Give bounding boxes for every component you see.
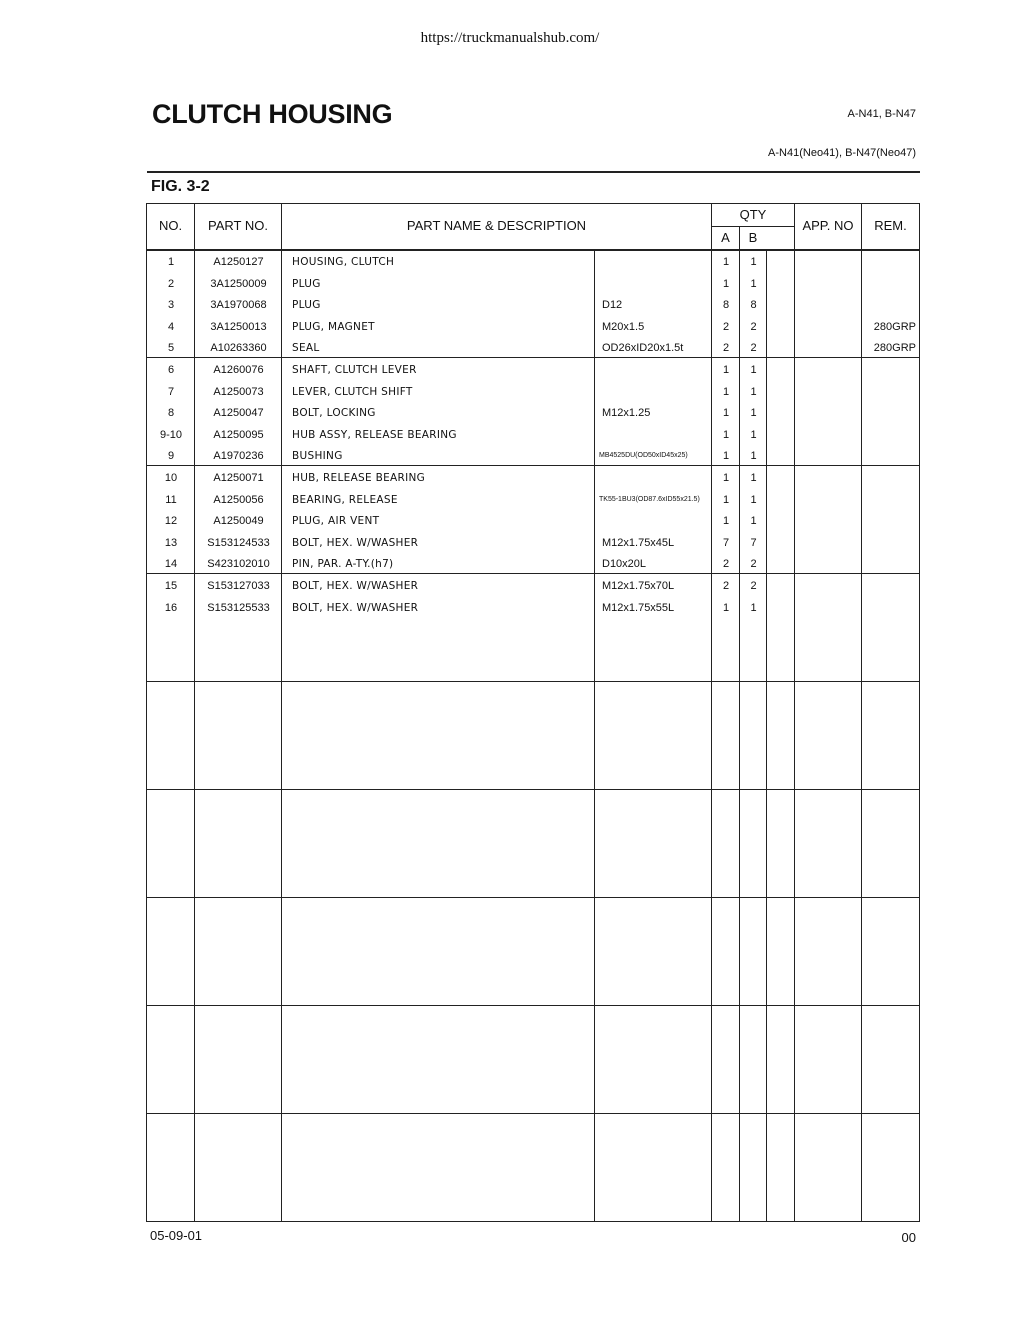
row-qty-b: 1 bbox=[750, 277, 757, 290]
row-qty-a: 1 bbox=[722, 601, 730, 614]
column-divider bbox=[594, 249, 595, 1221]
row-number: 12 bbox=[164, 515, 178, 528]
row-part-number: S423102010 bbox=[207, 558, 270, 571]
row-qty-a: 1 bbox=[722, 407, 730, 420]
row-description: BOLT, HEX. W/WASHER bbox=[292, 536, 419, 549]
row-number: 4 bbox=[167, 320, 175, 333]
row-description: SEAL bbox=[292, 342, 320, 355]
row-part-number: A10263360 bbox=[210, 342, 267, 355]
row-qty-b: 1 bbox=[750, 407, 757, 420]
col-header-part-no: PART NO. bbox=[208, 218, 268, 233]
row-number: 11 bbox=[165, 493, 177, 506]
row-qty-b: 2 bbox=[750, 342, 757, 355]
row-number: 9 bbox=[167, 450, 175, 463]
row-remark: 280GRP bbox=[873, 342, 916, 355]
row-spec: M12x1.75x70L bbox=[602, 580, 675, 592]
row-qty-b: 1 bbox=[750, 472, 757, 484]
row-qty-b: 1 bbox=[750, 450, 757, 463]
row-number: 9-10 bbox=[159, 428, 183, 441]
row-number: 16 bbox=[164, 601, 178, 614]
row-qty-b: 2 bbox=[750, 580, 757, 592]
row-spec: MB4525DU(OD50xID45x25) bbox=[599, 452, 688, 460]
row-part-number: 3A1250013 bbox=[210, 320, 267, 333]
group-divider bbox=[147, 789, 919, 790]
row-qty-b: 2 bbox=[750, 320, 757, 333]
model-codes: A-N41, B-N47 bbox=[847, 108, 916, 120]
row-qty-a: 2 bbox=[722, 342, 730, 355]
row-part-number: A1250047 bbox=[213, 407, 264, 420]
row-qty-b: 8 bbox=[750, 299, 757, 312]
row-description: BOLT, HEX. W/WASHER bbox=[292, 580, 419, 592]
row-part-number: A1250127 bbox=[213, 256, 264, 268]
footer-page-number: 00 bbox=[901, 1230, 916, 1245]
row-number: 7 bbox=[167, 385, 175, 398]
row-number: 6 bbox=[167, 364, 175, 376]
row-number: 1 bbox=[167, 256, 175, 268]
row-description: PLUG, AIR VENT bbox=[292, 515, 380, 528]
row-description: PLUG bbox=[292, 277, 321, 290]
row-number: 10 bbox=[164, 472, 178, 484]
row-spec: M12x1.25 bbox=[602, 407, 651, 420]
col-header-qty-a: A bbox=[721, 230, 730, 245]
row-number: 8 bbox=[167, 407, 175, 420]
figure-label: FIG. 3-2 bbox=[151, 178, 210, 195]
row-description: PLUG bbox=[292, 299, 321, 312]
group-divider bbox=[147, 465, 919, 466]
row-qty-a: 2 bbox=[722, 558, 730, 571]
row-spec: OD26xID20x1.5t bbox=[602, 342, 684, 355]
row-description: BUSHING bbox=[292, 450, 343, 463]
row-qty-a: 1 bbox=[722, 515, 730, 528]
row-part-number: S153124533 bbox=[207, 536, 270, 549]
row-description: LEVER, CLUTCH SHIFT bbox=[292, 385, 413, 398]
row-qty-b: 2 bbox=[750, 558, 757, 571]
row-qty-a: 1 bbox=[722, 364, 730, 376]
col-header-qty-b: B bbox=[748, 230, 758, 245]
row-part-number: 3A1970068 bbox=[210, 299, 267, 312]
row-qty-a: 1 bbox=[722, 472, 730, 484]
row-description: BOLT, LOCKING bbox=[292, 407, 376, 420]
row-qty-a: 1 bbox=[722, 493, 730, 506]
row-part-number: 3A1250009 bbox=[210, 277, 267, 290]
row-part-number: A1250073 bbox=[213, 385, 264, 398]
row-spec: D10x20L bbox=[602, 558, 647, 571]
row-spec: M20x1.5 bbox=[602, 320, 645, 333]
row-part-number: A1250056 bbox=[213, 493, 264, 506]
row-description: PIN, PAR. A-TY.(h7) bbox=[292, 558, 394, 571]
group-divider bbox=[147, 1005, 919, 1006]
row-qty-b: 1 bbox=[750, 493, 757, 506]
col-header-no: NO. bbox=[158, 218, 183, 233]
parts-table bbox=[146, 203, 920, 1222]
row-part-number: S153127033 bbox=[207, 580, 270, 592]
row-number: 5 bbox=[167, 342, 175, 355]
row-qty-b: 1 bbox=[750, 515, 757, 528]
row-description: HUB ASSY, RELEASE BEARING bbox=[292, 428, 457, 441]
page-title: CLUTCH HOUSING bbox=[152, 99, 393, 129]
row-description: HUB, RELEASE BEARING bbox=[292, 472, 426, 484]
row-qty-b: 1 bbox=[750, 428, 757, 441]
row-qty-a: 1 bbox=[722, 385, 730, 398]
col-header-qty: QTY bbox=[739, 207, 767, 222]
row-qty-a: 7 bbox=[722, 536, 730, 549]
row-qty-b: 1 bbox=[750, 256, 757, 268]
row-part-number: A1250049 bbox=[213, 515, 264, 528]
row-part-number: A1250071 bbox=[213, 472, 264, 484]
group-divider bbox=[147, 573, 919, 574]
model-variants: A-N41(Neo41), B-N47(Neo47) bbox=[768, 147, 916, 159]
row-part-number: A1260076 bbox=[213, 364, 264, 376]
row-part-number: A1250095 bbox=[213, 428, 264, 441]
row-number: 13 bbox=[164, 536, 178, 549]
row-qty-a: 1 bbox=[722, 256, 730, 268]
group-divider bbox=[147, 897, 919, 898]
col-header-rem: REM. bbox=[874, 218, 907, 233]
row-number: 2 bbox=[167, 277, 175, 290]
row-description: HOUSING, CLUTCH bbox=[292, 256, 395, 268]
row-qty-a: 1 bbox=[722, 450, 730, 463]
row-description: PLUG, MAGNET bbox=[292, 320, 375, 333]
qty-divider bbox=[711, 226, 794, 227]
row-remark: 280GRP bbox=[873, 320, 916, 333]
source-url[interactable]: https://truckmanualshub.com/ bbox=[420, 30, 600, 46]
row-qty-a: 2 bbox=[722, 580, 730, 592]
row-qty-b: 1 bbox=[750, 385, 757, 398]
row-qty-b: 1 bbox=[750, 601, 757, 614]
row-part-number: A1970236 bbox=[213, 450, 264, 463]
row-qty-a: 1 bbox=[722, 277, 730, 290]
col-header-description: PART NAME & DESCRIPTION bbox=[406, 218, 587, 233]
row-description: BEARING, RELEASE bbox=[292, 493, 398, 506]
group-divider bbox=[147, 1113, 919, 1114]
row-number: 15 bbox=[164, 580, 178, 592]
row-spec: TK55-1BU3(OD87.6xID55x21.5) bbox=[599, 495, 700, 503]
footer-date: 05-09-01 bbox=[150, 1228, 203, 1243]
row-number: 14 bbox=[164, 558, 178, 571]
row-qty-a: 8 bbox=[722, 299, 730, 312]
row-spec: M12x1.75x45L bbox=[602, 536, 675, 549]
row-spec: M12x1.75x55L bbox=[602, 601, 675, 614]
group-divider bbox=[147, 357, 919, 358]
header-divider bbox=[147, 249, 919, 251]
row-number: 3 bbox=[167, 299, 175, 312]
row-description: SHAFT, CLUTCH LEVER bbox=[292, 364, 417, 376]
row-qty-b: 1 bbox=[750, 364, 757, 376]
row-qty-b: 7 bbox=[750, 536, 757, 549]
row-description: BOLT, HEX. W/WASHER bbox=[292, 601, 419, 614]
header-rule bbox=[147, 171, 920, 173]
row-qty-a: 1 bbox=[722, 428, 730, 441]
col-header-app-no: APP. NO bbox=[802, 218, 854, 233]
row-part-number: S153125533 bbox=[207, 601, 270, 614]
row-spec: D12 bbox=[602, 299, 623, 312]
row-qty-a: 2 bbox=[722, 320, 730, 333]
group-divider bbox=[147, 681, 919, 682]
